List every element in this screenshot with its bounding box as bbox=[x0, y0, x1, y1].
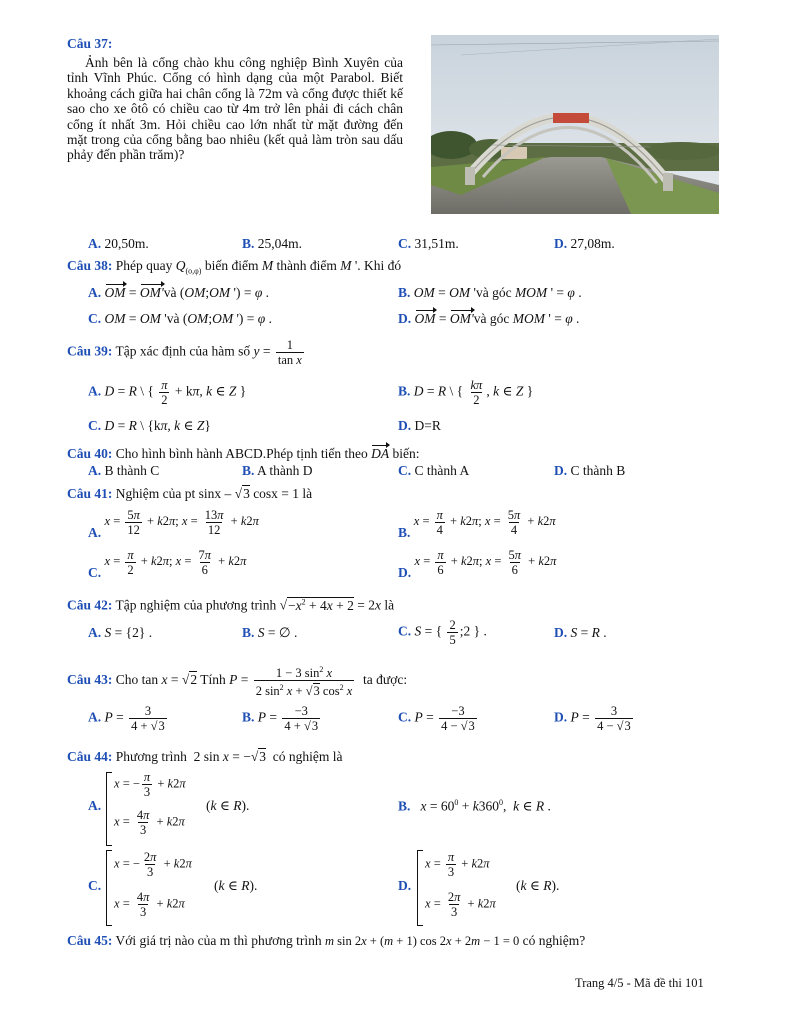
q37-option-b: B. 25,04m. bbox=[242, 236, 303, 251]
q38-stem: Câu 38: Phép quay $Q_{(o,\varphi)}$ biến điểm M thành điểm M '. Khi đó bbox=[67, 258, 402, 276]
q44-option-a-line1: x = − $\frac{\pi}{3}$ + k2π bbox=[114, 770, 186, 799]
q44-option-c-line2: x = $\frac{4\pi}{3}$ + k2π bbox=[114, 890, 185, 919]
q44-option-d-line2: x = $\frac{2\pi}{3}$ + k2π bbox=[425, 890, 496, 919]
q41-option-b: B. x = $\frac{\pi}{4}$ + k2π; x = $\frac{5\pi}{4}$ + k2π bbox=[398, 508, 556, 541]
q43-option-c: C. P = $\frac{-3}{4 - √3}$ bbox=[398, 704, 475, 733]
q44-option-a-domain: (k ∈ R). bbox=[206, 798, 250, 813]
q41-option-a: A. x = $\frac{5\pi}{12}$ + k2π; x = $\frac{13\pi}{12}$ + k2π bbox=[88, 508, 259, 541]
q44-option-c-bracket bbox=[106, 850, 112, 926]
q43-stem: Câu 43: Cho tan x = √2 Tính P = $\frac{1 - 3 \sin^2 x}{2 \sin^2 x + √3 \cos^2 x}$ ta được: bbox=[67, 665, 408, 699]
q37-option-d: D. 27,08m. bbox=[554, 236, 615, 251]
q43-option-b: B. P = $\frac{-3}{4 + √3}$ bbox=[242, 704, 319, 733]
q39-option-c: C. D = R \ {kπ, k ∈ Z} bbox=[88, 418, 211, 433]
q39-option-d: D. D=R bbox=[398, 418, 441, 433]
q44-stem: Câu 44: Phương trình 2 sin x = −√3 có nghiệm là bbox=[67, 749, 343, 764]
q42-option-b: B. S = ∅ . bbox=[242, 625, 298, 640]
q39-option-a: A. D = R \ { $\frac{\pi}{2}$ + kπ, k ∈ Z } bbox=[88, 378, 247, 407]
q39-option-b: B. D = R \ { $\frac{k\pi}{2}$ , k ∈ Z } bbox=[398, 378, 534, 407]
q44-option-a-label: A. bbox=[88, 798, 102, 813]
q44-option-a-line2: x = $\frac{4\pi}{3}$ + k2π bbox=[114, 808, 185, 837]
q44-option-d-label: D. bbox=[398, 878, 412, 893]
q37-option-a: A. 20,50m. bbox=[88, 236, 149, 251]
q44-option-c-label: C. bbox=[88, 878, 102, 893]
q44-option-b: B. $x = 60^0 + k360^0$, k ∈ R . bbox=[398, 798, 551, 814]
q38-option-b: B. OM = OM 'và góc MOM ' = φ . bbox=[398, 285, 582, 300]
q42-option-d: D. S = R . bbox=[554, 625, 607, 640]
q38-option-d: D. OM = OM'và góc MOM ' = φ . bbox=[398, 311, 580, 326]
gate-photo bbox=[431, 35, 719, 214]
q42-option-a: A. S = {2} . bbox=[88, 625, 153, 640]
q40-option-c: C. C thành A bbox=[398, 463, 470, 478]
q45-stem: Câu 45: Với giá trị nào của m thì phương trình m sin 2x + (m + 1) cos 2x + 2m − 1 = 0 có nghiệm? bbox=[67, 933, 586, 948]
q41-option-d: D. x = $\frac{\pi}{6}$ + k2π; x = $\frac{5\pi}{6}$ + k2π bbox=[398, 548, 557, 581]
q41-option-c: C. x = $\frac{\pi}{2}$ + k2π; x = $\frac{7\pi}{6}$ + k2π bbox=[88, 548, 247, 581]
q43-option-a: A. P = $\frac{3}{4 + √3}$ bbox=[88, 704, 165, 733]
q37-title: Câu 37: bbox=[67, 36, 113, 51]
q37-option-c: C. 31,51m. bbox=[398, 236, 459, 251]
q40-option-b: B. A thành D bbox=[242, 463, 313, 478]
q41-stem: Câu 41: Nghiệm của pt sinx – √3 cosx = 1 là bbox=[67, 486, 313, 501]
q39-stem: Câu 39: Tập xác định của hàm số y = $\frac{1}{\text{tan x}}$ bbox=[67, 338, 302, 367]
q44-option-c-domain: (k ∈ R). bbox=[214, 878, 258, 893]
q40-option-d: D. C thành B bbox=[554, 463, 626, 478]
q40-stem: Câu 40: Cho hình bình hành ABCD.Phép tịnh tiến theo DA biến: bbox=[67, 446, 420, 461]
q44-option-d-line1: x = $\frac{\pi}{3}$ + k2π bbox=[425, 850, 490, 879]
q44-option-d-bracket bbox=[417, 850, 423, 926]
q40-option-a: A. B thành C bbox=[88, 463, 160, 478]
q44-option-a-bracket bbox=[106, 772, 112, 846]
q38-option-a: A. OM = OM'và (OM;OM ') = φ . bbox=[88, 285, 270, 300]
page-footer: Trang 4/5 - Mã đề thi 101 bbox=[575, 976, 704, 990]
q44-option-d-domain: (k ∈ R). bbox=[516, 878, 560, 893]
q38-option-c: C. OM = OM 'và (OM;OM ') = φ . bbox=[88, 311, 272, 326]
q37-text: Ảnh bên là cổng chào khu công nghiệp Bình Xuyên của tỉnh Vĩnh Phúc. Cổng có hình dạng của một Parabol. Biết khoảng cách giữa hai chân cổng là 72m và cổng được thiết kế sao cho xe ôtô có chiều cao từ 4m trở lên phải đi cách chân cổng ít nhất 3m. Hỏi chiều cao lớn nhất từ mặt đường đến mặt trong của cổng bằng bao nhiêu (kết quả làm tròn sau dấu phảy đến phần trăm)? bbox=[67, 55, 403, 163]
q44-option-c-line1: x = − $\frac{2\pi}{3}$ + k2π bbox=[114, 850, 192, 879]
q42-option-c: C. S = { $\frac{2}{5}$ ;2 } . bbox=[398, 618, 487, 647]
q43-option-d: D. P = $\frac{3}{4 - √3}$ bbox=[554, 704, 631, 733]
q42-stem: Câu 42: Tập nghiệm của phương trình $√-x^2 + 4x + 2 = 2x$ là bbox=[67, 597, 395, 613]
